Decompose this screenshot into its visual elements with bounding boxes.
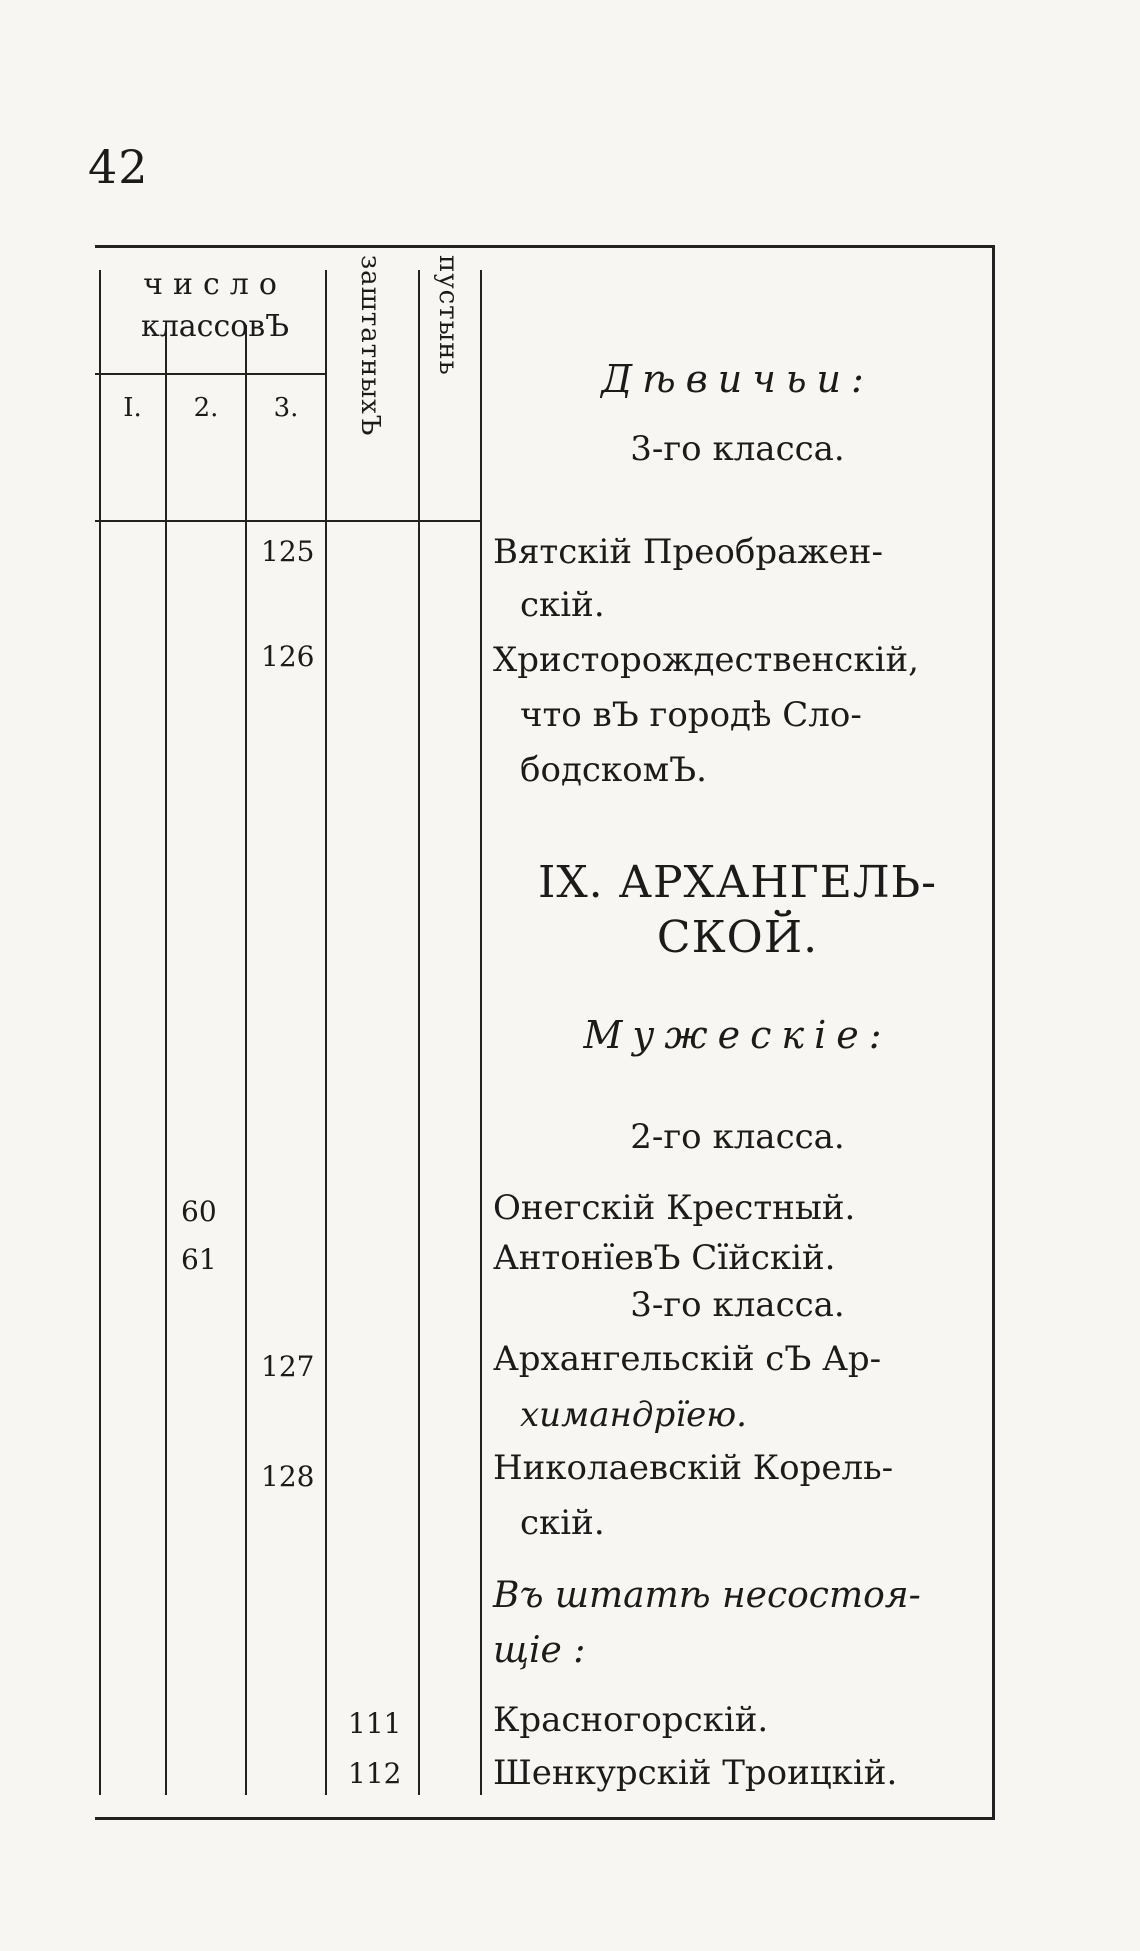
entry-number-61: 61 [181, 1243, 217, 1276]
entry-126-line2: что вЪ городѣ Сло- [520, 695, 862, 735]
pustyn-header: пустынь [433, 255, 463, 376]
section-title-devichi: Дѣвичьи: [601, 357, 874, 401]
table-left-border [99, 270, 101, 1795]
entry-number-126: 126 [261, 640, 315, 673]
col-divider-pust-text [480, 270, 482, 1795]
entry-125-line2: скій. [520, 585, 605, 625]
entry-111-text: Красногорскій. [493, 1700, 769, 1740]
classes-header-line1: число [143, 267, 287, 302]
entry-125-line1: Вятскій Преображен- [493, 532, 883, 572]
section-subtitle-2-class: 2-го класса. [630, 1117, 845, 1157]
nonstaff-heading-line2: щіе : [493, 1630, 586, 1671]
entry-number-112: 112 [348, 1757, 402, 1790]
entry-128-line2: скій. [520, 1503, 605, 1543]
entry-number-127: 127 [261, 1350, 315, 1383]
col-divider-3-zasht [325, 270, 327, 1795]
col-divider-2-3 [245, 325, 247, 1795]
entry-128-line1: Николаевскій Корель- [493, 1448, 894, 1488]
classes-header-rule [95, 373, 327, 375]
col1-header: I. [123, 393, 142, 423]
page-number: 42 [88, 140, 149, 194]
entry-number-111: 111 [348, 1707, 402, 1740]
entry-126-line1: Христорождественскій, [493, 640, 919, 680]
entry-112-text: Шенкурскій Троицкій. [493, 1753, 898, 1793]
diocese-heading-line2: СКОЙ. [656, 912, 819, 963]
entry-number-125: 125 [261, 535, 315, 568]
diocese-heading-line1: IX. АРХАНГЕЛЬ- [537, 857, 938, 908]
classes-header-line2: классовЪ [140, 309, 290, 344]
entry-number-128: 128 [261, 1460, 315, 1493]
table-top-rule [95, 245, 995, 248]
col2-header: 2. [193, 393, 219, 423]
entry-61-text: АнтонїевЪ Сїйскій. [493, 1238, 836, 1278]
entry-127-line2: химандрїею. [520, 1395, 747, 1435]
section-title-muzheskie: Мужескіе: [583, 1013, 892, 1057]
header-bottom-rule [95, 520, 482, 522]
col-divider-zasht-pust [418, 270, 420, 1795]
nonstaff-heading-line1: Въ штатѣ несостоя- [493, 1575, 921, 1616]
col-divider-1-2 [165, 325, 167, 1795]
monastery-table [95, 245, 995, 1820]
entry-126-line3: бодскомЪ. [520, 750, 707, 790]
table-right-border [992, 245, 995, 1820]
zashtatnykh-header: заштатныхЪ [355, 255, 385, 437]
entry-60-text: Онегскій Крестный. [493, 1188, 856, 1228]
entry-127-line1: Архангельскій сЪ Ар- [493, 1339, 882, 1379]
section-subtitle-3-class-2: 3-го класса. [630, 1285, 845, 1325]
entry-number-60: 60 [181, 1195, 217, 1228]
section-subtitle-3-class: 3-го класса. [630, 429, 845, 469]
col3-header: 3. [273, 393, 299, 423]
table-bottom-rule [95, 1817, 995, 1820]
